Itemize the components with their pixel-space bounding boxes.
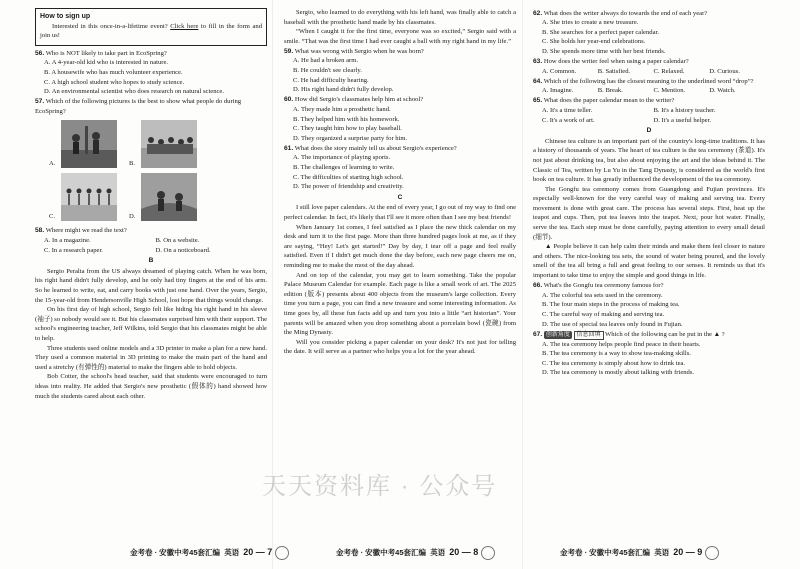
option[interactable]: D. An environmental scientist who does research on natural science. xyxy=(44,88,224,96)
signup-box xyxy=(35,8,267,46)
stamp-icon xyxy=(705,546,719,560)
option[interactable]: B. The challenges of learning to write. xyxy=(293,164,395,171)
option[interactable]: A. She tries to create a new treasure. xyxy=(542,19,639,27)
option[interactable]: D. Curious. xyxy=(709,67,740,75)
innovation-tag: 创新角度 xyxy=(545,331,570,338)
fold-line-right xyxy=(522,0,523,569)
option[interactable]: C. She holds her year-end celebrations. xyxy=(542,38,646,46)
section-heading-c: C xyxy=(397,193,403,201)
footer-page-number: 20 — 8 xyxy=(449,547,479,558)
footer-subject: 英语 xyxy=(224,548,240,558)
picture-options xyxy=(35,118,219,224)
column-right xyxy=(533,8,765,378)
question-67: 67. 创新角度 信息回填 Which of the following can be put in the ▲ ? xyxy=(533,330,725,338)
tree-planting-photo xyxy=(61,120,117,168)
option[interactable]: D. The use of special tea leaves only found in Fujian. xyxy=(542,320,683,328)
option[interactable]: D. The tea ceremony is mostly about talking with friends. xyxy=(542,369,695,377)
option[interactable]: B. Satisfied. xyxy=(597,67,631,75)
option[interactable]: A. Common. xyxy=(542,67,577,75)
page-footer xyxy=(130,546,289,560)
option[interactable]: B. She searches for a perfect paper calendar. xyxy=(542,28,659,36)
passage-paragraph: Three students used online models and a 3D printer to make a plan for a new hand. They used a common material in 3D printing to make the main part of the hand and used a stretchy (有弹性的) material to make the fingers able to hold objects. xyxy=(35,344,267,371)
passage-paragraph: I still love paper calendars. At the end of every year, I go out of my way to find one perfect calendar. In fact, it's likely that I'll see it more often than I see my best friends! xyxy=(284,204,517,221)
passage-paragraph: Bob Cotter, the school's head teacher, said that students were encouraged to turn ideas into reality. He added that Sergio's new prosthetic (假体的) hand showed how much the students cared about each other. xyxy=(35,373,267,400)
footer-page-number: 20 — 9 xyxy=(673,547,703,558)
picture-option-d[interactable]: D. xyxy=(129,171,209,221)
students-photo xyxy=(141,120,197,168)
passage-paragraph: Will you consider picking a paper calendar on your desk? It's not just for telling the date. It will serve as a partner who helps you a lot for the year ahead. xyxy=(284,338,516,356)
option[interactable]: B. The four main steps in the process of making tea. xyxy=(542,301,680,309)
passage-paragraph: And on top of the calendar, you may get to learn something. Take the popular Palace Museum Calendar for example. Each page is like a small work of art. The 2025 edition (版本) presents about 400 objects from the museum's large collection. Every time you turn a page, you can find a new treasure and some interesting information. As time goes by, all these fun facts add up and turn you into a little “art historian”. Your parents will be amazed when you drop something about a porcelain bowl (瓷碗) from the Ming Dynasty. xyxy=(284,271,516,337)
question-57: 57. Which of the following pictures is the best to show what people do during EcoSpring? xyxy=(35,98,242,115)
options-row xyxy=(533,116,765,126)
signup-title: How to sign up xyxy=(40,13,91,20)
option[interactable]: D. The power of friendship and creativity. xyxy=(293,183,404,191)
question-60: 60. How did Sergio's classmates help him at school? xyxy=(284,96,424,104)
options-row xyxy=(533,67,765,77)
passage-paragraph: Chinese tea culture is an important part of the country's long-time traditions. It has a history of thousands of years. The heart of tea culture is the tea ceremony (茶道). It's not just about drinking tea, but also about enjoying the art and the ideas behind it. The Classic of Tea, written by Lu Yu in the Tang Dynasty, is considered as the world's first book on tea culture. It has greatly influenced the development of the tea ceremony. xyxy=(533,137,765,184)
option[interactable]: D. They organized a surprise party for him. xyxy=(293,134,408,142)
option[interactable]: A. In a magazine. xyxy=(44,237,91,245)
footer-page-number: 20 — 7 xyxy=(243,547,273,558)
option[interactable]: C. Relaxed. xyxy=(653,67,685,75)
option[interactable]: A. The importance of playing sports. xyxy=(293,154,391,162)
option[interactable]: B. It's a history teacher. xyxy=(653,106,716,114)
options-row xyxy=(533,86,765,96)
option[interactable]: D. Watch. xyxy=(709,87,736,95)
option[interactable]: A. He had a broken arm. xyxy=(293,57,358,65)
option[interactable]: B. The tea ceremony is a way to show tea-making skills. xyxy=(542,350,691,358)
option[interactable]: C. In a research paper. xyxy=(44,246,103,254)
option[interactable]: C. He had difficulty hearing. xyxy=(293,76,369,84)
option[interactable]: C. The difficulties of starting high school. xyxy=(293,173,404,181)
option[interactable]: C. They taught him how to play baseball. xyxy=(293,125,402,133)
question-63: 63. How does the writer feel when using a paper calendar? xyxy=(533,57,689,65)
picture-option-b[interactable]: B. xyxy=(129,118,209,168)
option[interactable]: A. The tea ceremony helps people find peace in their hearts. xyxy=(542,340,701,348)
options-row xyxy=(35,246,267,256)
question-61: 61. What does the story mainly tell us about Sergio's experience? xyxy=(284,144,457,152)
option[interactable]: B. He couldn't see clearly. xyxy=(293,67,362,75)
picture-option-c[interactable]: C. xyxy=(49,171,129,221)
passage-paragraph: On his first day of high school, Sergio felt like hiding his right hand in his sleeve (袖子) so nobody would see it. But his classmates surprised him with their support. The school's engineering teacher, Jeff Wilkins, told Sergio that his classmates might be able to help. xyxy=(35,306,267,342)
click-here-link[interactable]: Click here xyxy=(170,22,199,30)
option[interactable]: A. They made him a prosthetic hand. xyxy=(293,105,391,113)
question-64: 64. Which of the following has the closest meaning to the underlined word “drop”? xyxy=(533,77,754,85)
option[interactable]: C. The careful way of making and serving tea. xyxy=(542,310,665,318)
option[interactable]: B. On a website. xyxy=(155,237,200,245)
stamp-icon xyxy=(275,546,289,560)
question-56: 56. Who is NOT likely to take part in EcoSpring? xyxy=(35,49,167,57)
section-heading-b: B xyxy=(148,257,154,265)
option[interactable]: B. Break. xyxy=(597,87,623,95)
question-58: 58. Where might we read the text? xyxy=(35,227,127,235)
passage-paragraph: ▲ People believe it can help calm their minds and make them feel closer to nature and others. The nice-looking tea sets, the sound of water being poured, and the lovely smell of the tea all bring a full and great feeling to our senses. It reminds us that it's important to take time to enjoy the simple and good things in life. xyxy=(533,243,765,280)
question-65: 65. What does the paper calendar mean to the writer? xyxy=(533,97,675,105)
option[interactable]: C. A high school student who hopes to study science. xyxy=(44,78,185,86)
stamp-icon xyxy=(481,546,495,560)
option[interactable]: D. She spends more time with her best friends. xyxy=(542,47,666,55)
footer-series: 金考卷 · 安徽中考45套汇编 xyxy=(560,548,651,558)
option[interactable]: B. A housewife who has much volunteer experience. xyxy=(44,68,183,76)
watermark: 天天资料库 · 公众号 xyxy=(262,473,498,500)
column-left xyxy=(35,8,267,401)
option[interactable]: A. The colorful tea sets used in the ceremony. xyxy=(542,291,663,299)
passage-paragraph: The Gongfu tea ceremony comes from Guangdong and Fujian provinces. It's especially well-known for the very careful way of making and serving tea. Every movement is done with great care. The process has several steps. First, heat up the teapot and cups. Then, put tea leaves into the teapot. Next, pour hot water. Finally, serve the tea. Each step must be done carefully, paying attention to every small detail (细节). xyxy=(533,185,765,241)
question-66: 66. What's the Gongfu tea ceremony famous for? xyxy=(533,282,664,290)
option[interactable]: D. His right hand didn't fully develop. xyxy=(293,86,394,94)
passage-paragraph: Sergio Peralta from the US always dreamed of playing catch. When he was born, his right hand didn't fully develop, and he only had tiny fingers at the end of his arm. So he learned to write, eat, and carry books with just one hand. Over the years, Sergio, the 15-year-old from Hendersonville High School, lost hope that things would change. xyxy=(35,267,267,304)
column-middle xyxy=(284,8,516,357)
footer-series: 金考卷 · 安徽中考45套汇编 xyxy=(130,548,221,558)
option[interactable]: A. It's a time teller. xyxy=(542,106,593,114)
footer-subject: 英语 xyxy=(430,548,446,558)
option[interactable]: D. It's a useful helper. xyxy=(653,116,712,124)
signup-text: Interested in this once-in-a-lifetime event? Click here to fill in the form and join us! xyxy=(40,22,262,40)
question-59: 59. What was wrong with Sergio when he was born? xyxy=(284,47,424,55)
passage-paragraph: “When I caught it for the first time, everyone was so excited,” Sergio said with a smile. “That was the first time I had ever caught a ball with my right hand in my life.” xyxy=(284,28,516,45)
option[interactable]: C. It's a work of art. xyxy=(542,116,595,124)
picture-option-a[interactable]: A. xyxy=(49,118,129,168)
question-62: 62. What does the writer always do towards the end of each year? xyxy=(533,9,708,17)
option[interactable]: A. A 4-year-old kid who is interested in nature. xyxy=(44,59,169,67)
option[interactable]: C. Mention. xyxy=(653,87,686,95)
nature-photo xyxy=(141,173,197,221)
exercise-photo xyxy=(61,173,117,221)
options-row xyxy=(35,236,267,246)
option[interactable]: A. Imagine. xyxy=(542,87,574,95)
passage-paragraph: When January 1st comes, I feel satisfied as I place the new thick calendar on my desk and turn it to the first page. More than three hundred pages look at me, as if they are saying, “Hey! Let's get started!” Day by day, I tear off a page and feel really satisfied. Even if I didn't get much done the day before, each new page cheers me on, reminding me to make the most of the day ahead. xyxy=(284,223,516,269)
footer-series: 金考卷 · 安徽中考45套汇编 xyxy=(336,548,427,558)
page-footer xyxy=(336,546,495,560)
option[interactable]: C. The tea ceremony is simply about how to drink tea. xyxy=(542,359,686,367)
section-heading-d: D xyxy=(646,127,652,135)
footer-subject: 英语 xyxy=(654,548,670,558)
passage-paragraph: Sergio, who learned to do everything with his left hand, was finally able to catch a baseball with the prosthetic hand made by his classmates. xyxy=(284,9,516,26)
options-row xyxy=(533,106,765,116)
option[interactable]: B. They helped him with his homework. xyxy=(293,115,400,123)
page-footer xyxy=(560,546,719,560)
info-fill-tag: 信息回填 xyxy=(574,331,604,340)
option[interactable]: D. On a noticeboard. xyxy=(155,246,211,254)
